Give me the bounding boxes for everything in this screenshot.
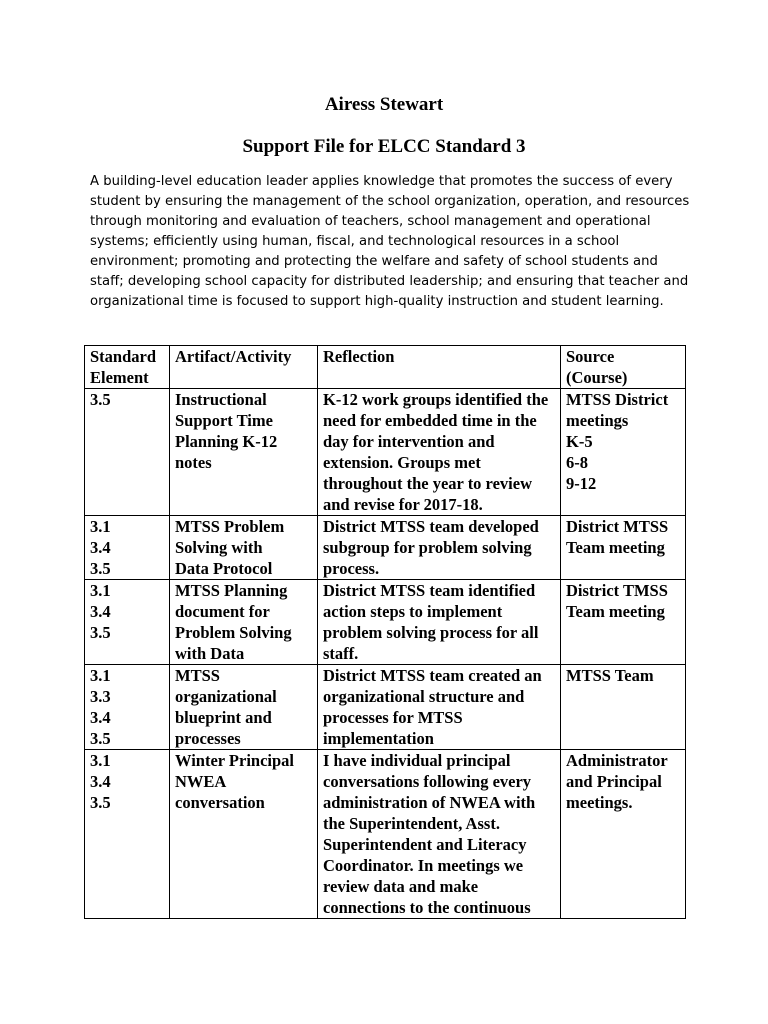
cell-reflection: K-12 work groups identified the need for embedded time in the day for intervention and extension. Groups met throughout the year to review and revise for 2017-18. [318,389,561,516]
cell-reflection: I have individual principal conversations following every administration of NWEA with the Superintendent, Asst. Superintendent and Literacy Coordinator. In meetings we review data and make connections to the continuous [318,750,561,919]
table-row [85,389,686,516]
cell-source: District MTSS Team meeting [561,516,686,580]
table-row [85,516,686,580]
cell-artifact: MTSS organizational blueprint and processes [170,665,318,750]
cell-standard-element: 3.1 3.4 3.5 [85,516,170,580]
cell-reflection: District MTSS team identified action steps to implement problem solving process for all staff. [318,580,561,665]
cell-artifact: Winter Principal NWEA conversation [170,750,318,919]
standard-description: A building-level education leader applies knowledge that promotes the success of every student by ensuring the management of the school organization, operation, and resources through monitoring and evaluation of teachers, school management and operational systems; efficiently using human, fiscal, and technological resources in a school environment; promoting and protecting the welfare and safety of school students and staff; developing school capacity for distributed leadership; and ensuring that teacher and organizational time is focused to support high-quality instruction and student learning. [90,174,690,309]
header-reflection: Reflection [318,346,561,389]
cell-source: MTSS Team [561,665,686,750]
cell-reflection: District MTSS team created an organizational structure and processes for MTSS implementation [318,665,561,750]
document-title: Support File for ELCC Standard 3 [242,136,526,157]
table-row [85,750,686,919]
cell-standard-element: 3.1 3.4 3.5 [85,750,170,919]
cell-source: MTSS District meetings K-5 6-8 9-12 [561,389,686,516]
table-row [85,580,686,665]
author-name: Airess Stewart [324,94,444,115]
cell-artifact: MTSS Planning document for Problem Solving with Data [170,580,318,665]
table-header-row [85,346,686,389]
cell-reflection: District MTSS team developed subgroup for problem solving process. [318,516,561,580]
cell-artifact: Instructional Support Time Planning K-12 notes [170,389,318,516]
cell-standard-element: 3.5 [85,389,170,516]
cell-standard-element: 3.1 3.4 3.5 [85,580,170,665]
cell-artifact: MTSS Problem Solving with Data Protocol [170,516,318,580]
header-standard-element: Standard Element [85,346,170,389]
header-source-course: Source (Course) [561,346,686,389]
header-artifact-activity: Artifact/Activity [170,346,318,389]
cell-standard-element: 3.1 3.3 3.4 3.5 [85,665,170,750]
support-table [84,345,686,919]
cell-source: District TMSS Team meeting [561,580,686,665]
table-row [85,665,686,750]
cell-source: Administrator and Principal meetings. [561,750,686,919]
